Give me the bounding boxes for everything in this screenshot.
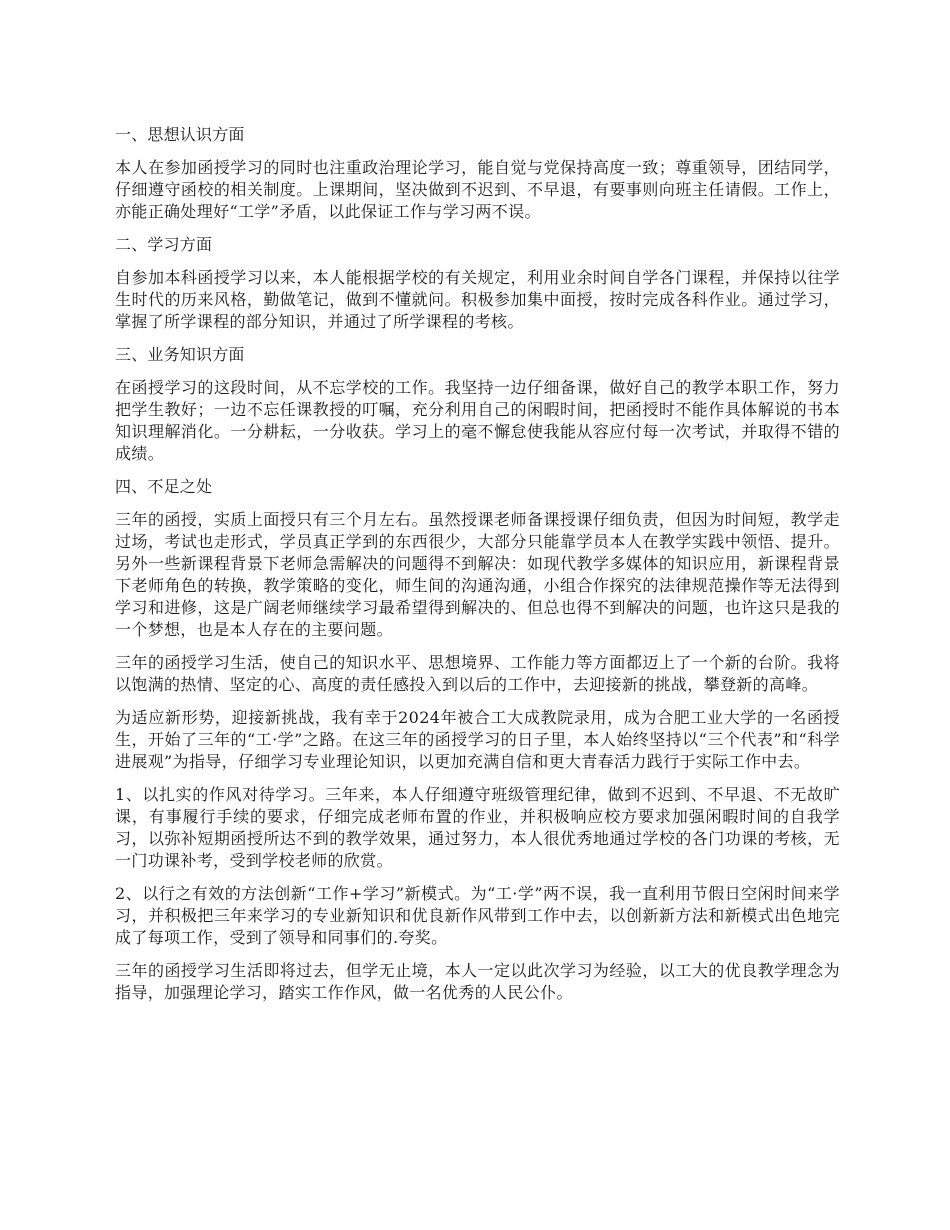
section-heading-thought: 一、思想认识方面 xyxy=(115,125,245,144)
paragraph: 自参加本科函授学习以来，本人能根据学校的有关规定，利用业余时间自学各门课程，并保持以往学生时代的历来风格，勤做笔记，做到不懂就问。积极参加集中面授，按时完成各科作业。通过学习，掌握了所学课程的部分知识，并通过了所学课程的考核。 xyxy=(115,268,840,331)
paragraph: 1、以扎实的作风对待学习。三年来，本人仔细遵守班级管理纪律，做到不迟到、不早退、不无故旷课，有事履行手续的要求，仔细完成老师布置的作业，并积极响应校方要求加强闲暇时间的自我学习，以弥补短期函授所达不到的教学效果，通过努力，本人很优秀地通过学校的各门功课的考核，无一门功课补考，受到学校老师的欣赏。 xyxy=(115,785,840,870)
paragraph: 在函授学习的这段时间，从不忘学校的工作。我坚持一边仔细备课，做好自己的教学本职工作，努力把学生教好；一边不忘任课教授的叮嘱，充分利用自己的闲暇时间，把函授时不能作具体解说的书本知识理解消化。一分耕耘，一分收获。学习上的毫不懈怠使我能从容应付每一次考试，并取得不错的成绩。 xyxy=(115,378,840,463)
document-page xyxy=(115,124,840,1015)
section-heading-shortcomings: 四、不足之处 xyxy=(115,477,213,496)
section-heading-study: 二、学习方面 xyxy=(115,235,213,254)
section-heading-business: 三、业务知识方面 xyxy=(115,345,245,364)
paragraph: 三年的函授学习生活即将过去，但学无止境，本人一定以此次学习为经验，以工大的优良教学理念为指导，加强理论学习，踏实工作作风，做一名优秀的人民公仆。 xyxy=(115,961,840,1002)
paragraph: 本人在参加函授学习的同时也注重政治理论学习，能自觉与党保持高度一致；尊重领导，团结同学，仔细遵守函校的相关制度。上课期间，坚决做到不迟到、不早退，有要事则向班主任请假。工作上，亦能正确处理好“工学”矛盾，以此保证工作与学习两不误。 xyxy=(115,158,840,221)
paragraph: 三年的函授，实质上面授只有三个月左右。虽然授课老师备课授课仔细负责，但因为时间短，教学走过场，考试也走形式，学员真正学到的东西很少，大部分只能靠学员本人在教学实践中领悟、提升。另外一些新课程背景下老师急需解决的问题得不到解决：如现代教学多媒体的知识应用，新课程背景下老师角色的转换，教学策略的变化，师生间的沟通沟通，小组合作探究的法律规范操作等无法得到学习和进修，这是广阔老师继续学习最希望得到解决的、但总也得不到解决的问题，也许这只是我的一个梦想，也是本人存在的主要问题。 xyxy=(115,510,840,639)
paragraph: 三年的函授学习生活，使自己的知识水平、思想境界、工作能力等方面都迈上了一个新的台阶。我将以饱满的热情、坚定的心、高度的责任感投入到以后的工作中，去迎接新的挑战，攀登新的高峰。 xyxy=(115,653,840,694)
paragraph: 为适应新形势，迎接新挑战，我有幸于2024年被合工大成教院录用，成为合肥工业大学的一名函授生，开始了三年的“工·学”之路。在这三年的函授学习的日子里，本人始终坚持以“三个代表”和“科学进展观”为指导，仔细学习专业理论知识，以更加充满自信和更大青春活力践行于实际工作中去。 xyxy=(115,708,840,771)
paragraph: 2、以行之有效的方法创新“工作+学习”新模式。为“工·学”两不误，我一直利用节假日空闲时间来学习，并积极把三年来学习的专业新知识和优良新作风带到工作中去，以创新新方法和新模式出色地完成了每项工作，受到了领导和同事们的.夸奖。 xyxy=(115,884,840,947)
